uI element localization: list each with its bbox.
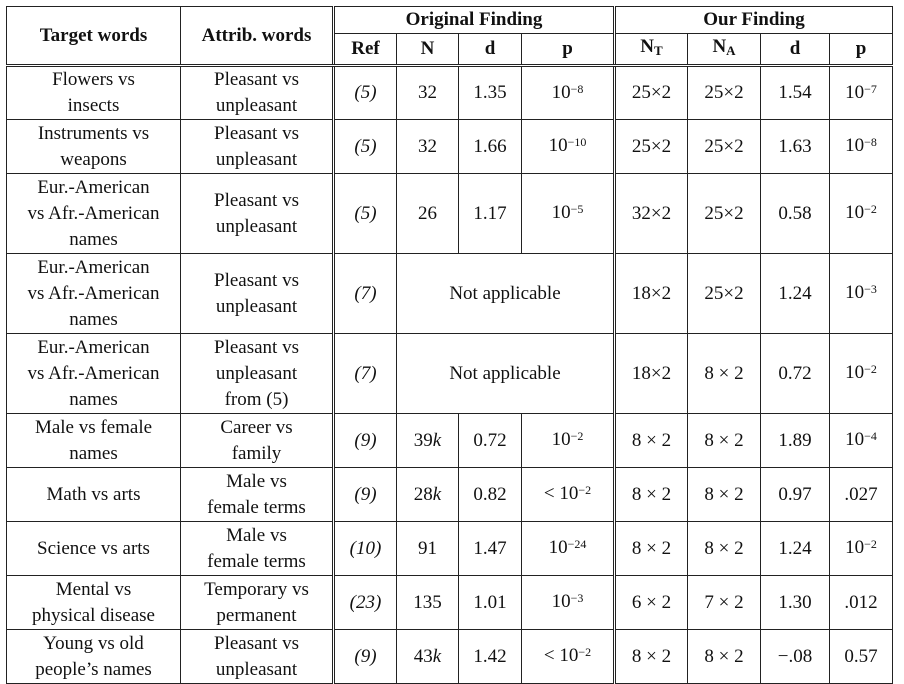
p-ours-cell <box>830 66 893 120</box>
table-row <box>7 630 893 684</box>
na-cell: 8 × 2 <box>688 334 761 414</box>
header-n: N <box>397 34 459 66</box>
p-cell-base: 10 <box>551 202 571 223</box>
nt-cell: 18×2 <box>615 334 688 414</box>
nt-cell: 18×2 <box>615 254 688 334</box>
d-ours-cell: 0.72 <box>761 334 830 414</box>
header-p-ours: p <box>830 34 893 66</box>
p-ours-cell <box>830 120 893 174</box>
p-cell <box>522 522 615 576</box>
table-row <box>7 254 893 334</box>
target-words-cell: Science vs arts <box>7 522 181 576</box>
ref-text: (9) <box>354 645 377 667</box>
table-row <box>7 334 893 414</box>
header-target-words: Target words <box>7 7 181 66</box>
ref-text: (9) <box>354 429 377 451</box>
target-words-cell: Instruments vs weapons <box>7 120 181 174</box>
nt-cell: 8 × 2 <box>615 630 688 684</box>
p-ours-cell <box>830 334 893 414</box>
p-ours-cell-value: 0.57 <box>844 645 878 667</box>
attrib-words-cell: Pleasant vs unpleasant <box>181 630 334 684</box>
na-cell: 25×2 <box>688 254 761 334</box>
p-ours-cell-base: 10 <box>845 429 865 450</box>
n-cell: 91 <box>397 522 459 576</box>
not-applicable-cell: Not applicable <box>397 334 615 414</box>
n-cell: 135 <box>397 576 459 630</box>
ref-cell <box>334 576 397 630</box>
p-ours-cell-base: 10 <box>845 362 865 383</box>
attrib-words-cell: Pleasant vs unpleasant <box>181 174 334 254</box>
ref-text: (23) <box>349 591 382 613</box>
p-cell-prefix: < <box>543 483 560 504</box>
d-cell: 1.47 <box>459 522 522 576</box>
attrib-words-cell: Male vs female terms <box>181 468 334 522</box>
p-cell-exponent: −2 <box>578 645 592 659</box>
attrib-words-cell: Career vs family <box>181 414 334 468</box>
attrib-words-cell: Pleasant vs unpleasant <box>181 66 334 120</box>
header-d: d <box>459 34 522 66</box>
n-cell: 26 <box>397 174 459 254</box>
p-cell-base: 10 <box>548 135 568 156</box>
n-cell: 39k <box>397 414 459 468</box>
table-row <box>7 120 893 174</box>
d-ours-cell: −.08 <box>761 630 830 684</box>
table-header <box>7 7 893 66</box>
p-ours-cell-value: .012 <box>844 591 878 613</box>
p-ours-cell-exponent: −2 <box>864 202 877 216</box>
header-original-finding: Original Finding <box>334 7 615 34</box>
p-cell-base: 10 <box>559 645 579 666</box>
p-cell-prefix: < <box>543 645 560 666</box>
ref-text: (7) <box>354 362 377 384</box>
p-cell <box>522 414 615 468</box>
d-cell: 1.42 <box>459 630 522 684</box>
p-ours-cell <box>830 468 893 522</box>
table-row <box>7 522 893 576</box>
na-cell: 8 × 2 <box>688 414 761 468</box>
p-ours-cell <box>830 174 893 254</box>
d-cell: 1.66 <box>459 120 522 174</box>
ref-cell <box>334 66 397 120</box>
na-cell: 25×2 <box>688 120 761 174</box>
header-attrib-words: Attrib. words <box>181 7 334 66</box>
p-ours-cell-exponent: −4 <box>864 429 877 443</box>
p-ours-cell-exponent: −7 <box>864 81 877 96</box>
p-ours-cell <box>830 254 893 334</box>
target-words-cell: Eur.-American vs Afr.-American names <box>7 254 181 334</box>
p-ours-cell-exponent: −2 <box>864 362 877 376</box>
p-ours-cell-base: 10 <box>845 537 865 558</box>
table-row <box>7 414 893 468</box>
d-ours-cell: 1.30 <box>761 576 830 630</box>
p-cell-exponent: −2 <box>570 429 584 443</box>
d-cell: 0.72 <box>459 414 522 468</box>
d-cell: 1.35 <box>459 66 522 120</box>
na-cell: 8 × 2 <box>688 630 761 684</box>
p-ours-cell-base: 10 <box>845 81 865 103</box>
header-na: $N_A$ <box>688 34 761 66</box>
p-cell-base: 10 <box>551 81 571 103</box>
ref-text: (5) <box>354 135 377 157</box>
na-cell: 8 × 2 <box>688 468 761 522</box>
header-our-finding: Our Finding <box>615 7 893 34</box>
p-cell-exponent: −5 <box>570 202 584 216</box>
nt-cell: 8 × 2 <box>615 522 688 576</box>
ref-cell <box>334 334 397 414</box>
p-cell-exponent: −3 <box>570 591 584 605</box>
table-row <box>7 468 893 522</box>
target-words-cell: Male vs female names <box>7 414 181 468</box>
ref-cell <box>334 414 397 468</box>
target-words-cell: Math vs arts <box>7 468 181 522</box>
d-ours-cell: 0.97 <box>761 468 830 522</box>
nt-cell: 25×2 <box>615 66 688 120</box>
d-ours-cell: 1.24 <box>761 522 830 576</box>
p-cell <box>522 468 615 522</box>
p-cell-exponent: −8 <box>570 81 584 96</box>
d-ours-cell: 1.54 <box>761 66 830 120</box>
nt-cell: 6 × 2 <box>615 576 688 630</box>
p-cell-exponent: −10 <box>567 135 587 149</box>
ref-cell <box>334 522 397 576</box>
p-ours-cell-exponent: −3 <box>864 282 877 296</box>
nt-cell: 8 × 2 <box>615 468 688 522</box>
d-ours-cell: 1.89 <box>761 414 830 468</box>
target-words-cell: Eur.-American vs Afr.-American names <box>7 174 181 254</box>
p-ours-cell-value: .027 <box>844 483 878 505</box>
p-ours-cell-base: 10 <box>845 135 865 156</box>
n-cell: 32 <box>397 120 459 174</box>
header-ref: Ref <box>334 34 397 66</box>
d-ours-cell: 0.58 <box>761 174 830 254</box>
ref-cell <box>334 468 397 522</box>
p-cell-base: 10 <box>551 429 571 450</box>
table-row <box>7 576 893 630</box>
attrib-words-cell: Temporary vs permanent <box>181 576 334 630</box>
table-row <box>7 66 893 120</box>
p-cell-base: 10 <box>551 591 571 612</box>
na-cell: 25×2 <box>688 174 761 254</box>
d-cell: 0.82 <box>459 468 522 522</box>
p-ours-cell-base: 10 <box>845 282 865 303</box>
d-ours-cell: 1.24 <box>761 254 830 334</box>
ref-text: (10) <box>349 537 382 559</box>
attrib-words-cell: Pleasant vs unpleasant <box>181 254 334 334</box>
header-nt: $N_T$ <box>615 34 688 66</box>
n-cell: 32 <box>397 66 459 120</box>
nt-cell: 32×2 <box>615 174 688 254</box>
target-words-cell: Young vs old people’s names <box>7 630 181 684</box>
d-cell: 1.17 <box>459 174 522 254</box>
p-cell-exponent: −24 <box>567 537 587 551</box>
attrib-words-cell: Pleasant vs unpleasant <box>181 120 334 174</box>
ref-cell <box>334 254 397 334</box>
p-cell <box>522 174 615 254</box>
p-ours-cell <box>830 576 893 630</box>
d-cell: 1.01 <box>459 576 522 630</box>
p-cell <box>522 66 615 120</box>
p-ours-cell <box>830 630 893 684</box>
table-body <box>7 66 893 684</box>
na-cell: 8 × 2 <box>688 522 761 576</box>
p-cell <box>522 120 615 174</box>
header-d-ours: d <box>761 34 830 66</box>
ref-text: (5) <box>354 202 377 224</box>
ref-cell <box>334 174 397 254</box>
target-words-cell: Eur.-American vs Afr.-American names <box>7 334 181 414</box>
not-applicable-cell: Not applicable <box>397 254 615 334</box>
iat-findings-table <box>6 6 893 684</box>
ref-text: (7) <box>354 282 377 304</box>
d-ours-cell: 1.63 <box>761 120 830 174</box>
n-cell: 28k <box>397 468 459 522</box>
p-ours-cell <box>830 414 893 468</box>
attrib-words-cell: Pleasant vs unpleasant from (5) <box>181 334 334 414</box>
p-ours-cell <box>830 522 893 576</box>
p-cell <box>522 576 615 630</box>
ref-cell <box>334 120 397 174</box>
p-cell-base: 10 <box>548 537 568 558</box>
table-row <box>7 174 893 254</box>
ref-text: (5) <box>354 82 377 103</box>
p-ours-cell-exponent: −8 <box>864 135 877 149</box>
nt-cell: 8 × 2 <box>615 414 688 468</box>
p-ours-cell-base: 10 <box>845 202 865 223</box>
p-cell-base: 10 <box>559 483 579 504</box>
header-p: p <box>522 34 615 66</box>
na-cell: 25×2 <box>688 66 761 120</box>
p-cell-exponent: −2 <box>578 483 592 497</box>
nt-cell: 25×2 <box>615 120 688 174</box>
target-words-cell: Mental vs physical disease <box>7 576 181 630</box>
attrib-words-cell: Male vs female terms <box>181 522 334 576</box>
thousand-suffix: k <box>432 645 442 667</box>
p-ours-cell-exponent: −2 <box>864 537 877 551</box>
n-cell: 43k <box>397 630 459 684</box>
target-words-cell: Flowers vs insects <box>7 66 181 120</box>
ref-text: (9) <box>354 483 377 505</box>
thousand-suffix: k <box>432 483 442 505</box>
ref-cell <box>334 630 397 684</box>
p-cell <box>522 630 615 684</box>
na-cell: 7 × 2 <box>688 576 761 630</box>
thousand-suffix: k <box>432 429 442 451</box>
